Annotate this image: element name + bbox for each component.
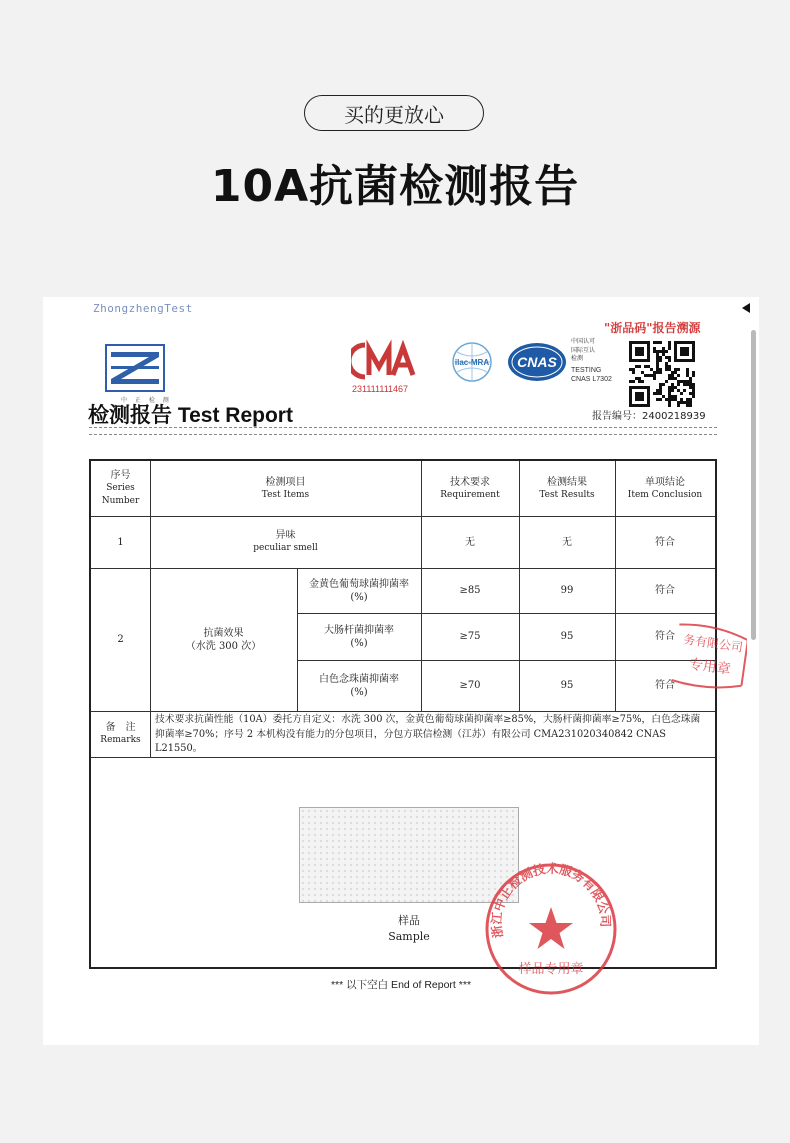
header-series-number: 序号 Series Number — [101, 470, 140, 506]
svg-text:CNAS: CNAS — [517, 354, 557, 370]
end-of-report: *** 以下空白 End of Report *** — [330, 979, 472, 991]
row2-number: 2 — [117, 634, 124, 645]
divider-line — [89, 427, 717, 428]
remarks-text: 技术要求抗菌性能（10A）委托方自定义：水洗 300 次，金黄色葡萄球菌抑菌率≥85%，大肠杆菌抑菌率≥75%，白色念珠菌抑菌率≥70%；序号 2 本机构没有能力的分包项目，分包方联信检测（江苏）有限公司 CMA231020340842 CNAS L21550。 — [155, 714, 701, 754]
header-item-conclusion: 单项结论 Item Conclusion — [627, 476, 703, 500]
report-title: 检测报告 Test Report — [88, 404, 293, 427]
cma-logo-icon — [351, 339, 421, 383]
scrollbar[interactable] — [751, 330, 756, 640]
sub-item-name: 金黄色葡萄球菌抑菌率 (%) — [309, 578, 409, 603]
cnas-logo-icon — [507, 342, 567, 382]
remarks-label: 备 注 Remarks — [100, 722, 141, 745]
row1-number: 1 — [117, 536, 124, 548]
zhepinma-label: "浙品码"报告溯源 — [604, 321, 701, 335]
sub-item-result: 95 — [560, 680, 574, 691]
cma-number: 231111111467 — [352, 384, 409, 394]
page-headline: 10A抗菌检测报告 — [210, 161, 580, 212]
divider-line — [89, 434, 717, 435]
logo-subtitle: 中 正 检 测 — [121, 397, 172, 404]
sub-item-requirement: ≥75 — [459, 631, 481, 642]
report-document — [43, 297, 759, 1045]
sub-item-requirement: ≥85 — [459, 585, 481, 596]
official-round-stamp-icon — [481, 859, 621, 999]
header-requirement: 技术要求 Requirement — [440, 476, 500, 500]
header-test-results: 检测结果 Test Results — [539, 476, 595, 500]
sub-item-result: 99 — [560, 585, 574, 596]
sub-item-conclusion: 符合 — [655, 631, 675, 642]
ilac-mra-logo-icon — [445, 342, 499, 382]
sub-item-name: 大肠杆菌抑菌率 (%) — [324, 624, 394, 649]
sub-item-conclusion: 符合 — [655, 680, 675, 691]
qr-code-icon[interactable] — [629, 341, 695, 407]
sub-item-conclusion: 符合 — [655, 585, 675, 596]
svg-text:专用章: 专用章 — [687, 656, 732, 679]
header-test-items: 检测项目 Test Items — [261, 476, 310, 500]
arrow-left-icon — [742, 303, 750, 313]
zhongzheng-logo-icon — [105, 344, 165, 392]
row1-item: 异味 peculiar smell — [253, 530, 318, 553]
sub-item-name: 白色念珠菌抑菌率 (%) — [319, 673, 399, 698]
testing-accreditation: TESTING CNAS L7302 — [571, 367, 612, 383]
sub-item-requirement: ≥70 — [459, 680, 481, 691]
accreditation-text: 中国认可 国际互认 检测 — [571, 338, 596, 362]
row2-group: 抗菌效果 （水洗 300 次） — [185, 627, 262, 652]
slogan-pill: 买的更放心 — [304, 95, 484, 131]
side-stamp-icon — [671, 619, 747, 697]
svg-text:ilac-MRA: ilac-MRA — [454, 358, 490, 367]
report-number: 报告编号：2400218939 — [592, 411, 706, 422]
row1-conclusion: 符合 — [655, 536, 675, 548]
row1-requirement: 无 — [465, 536, 475, 548]
row1-result: 无 — [562, 536, 572, 548]
svg-text:浙江中正检测技术服务有限公司: 浙江中正检测技术服务有限公司 — [488, 860, 614, 940]
sub-item-result: 95 — [560, 631, 574, 642]
sample-label: 样品 Sample — [388, 914, 430, 943]
results-table — [89, 459, 717, 969]
watermark-text: ZhongzhengTest — [93, 302, 193, 315]
svg-text:样品专用章: 样品专用章 — [518, 962, 584, 977]
svg-text:务有限公司: 务有限公司 — [682, 632, 744, 655]
